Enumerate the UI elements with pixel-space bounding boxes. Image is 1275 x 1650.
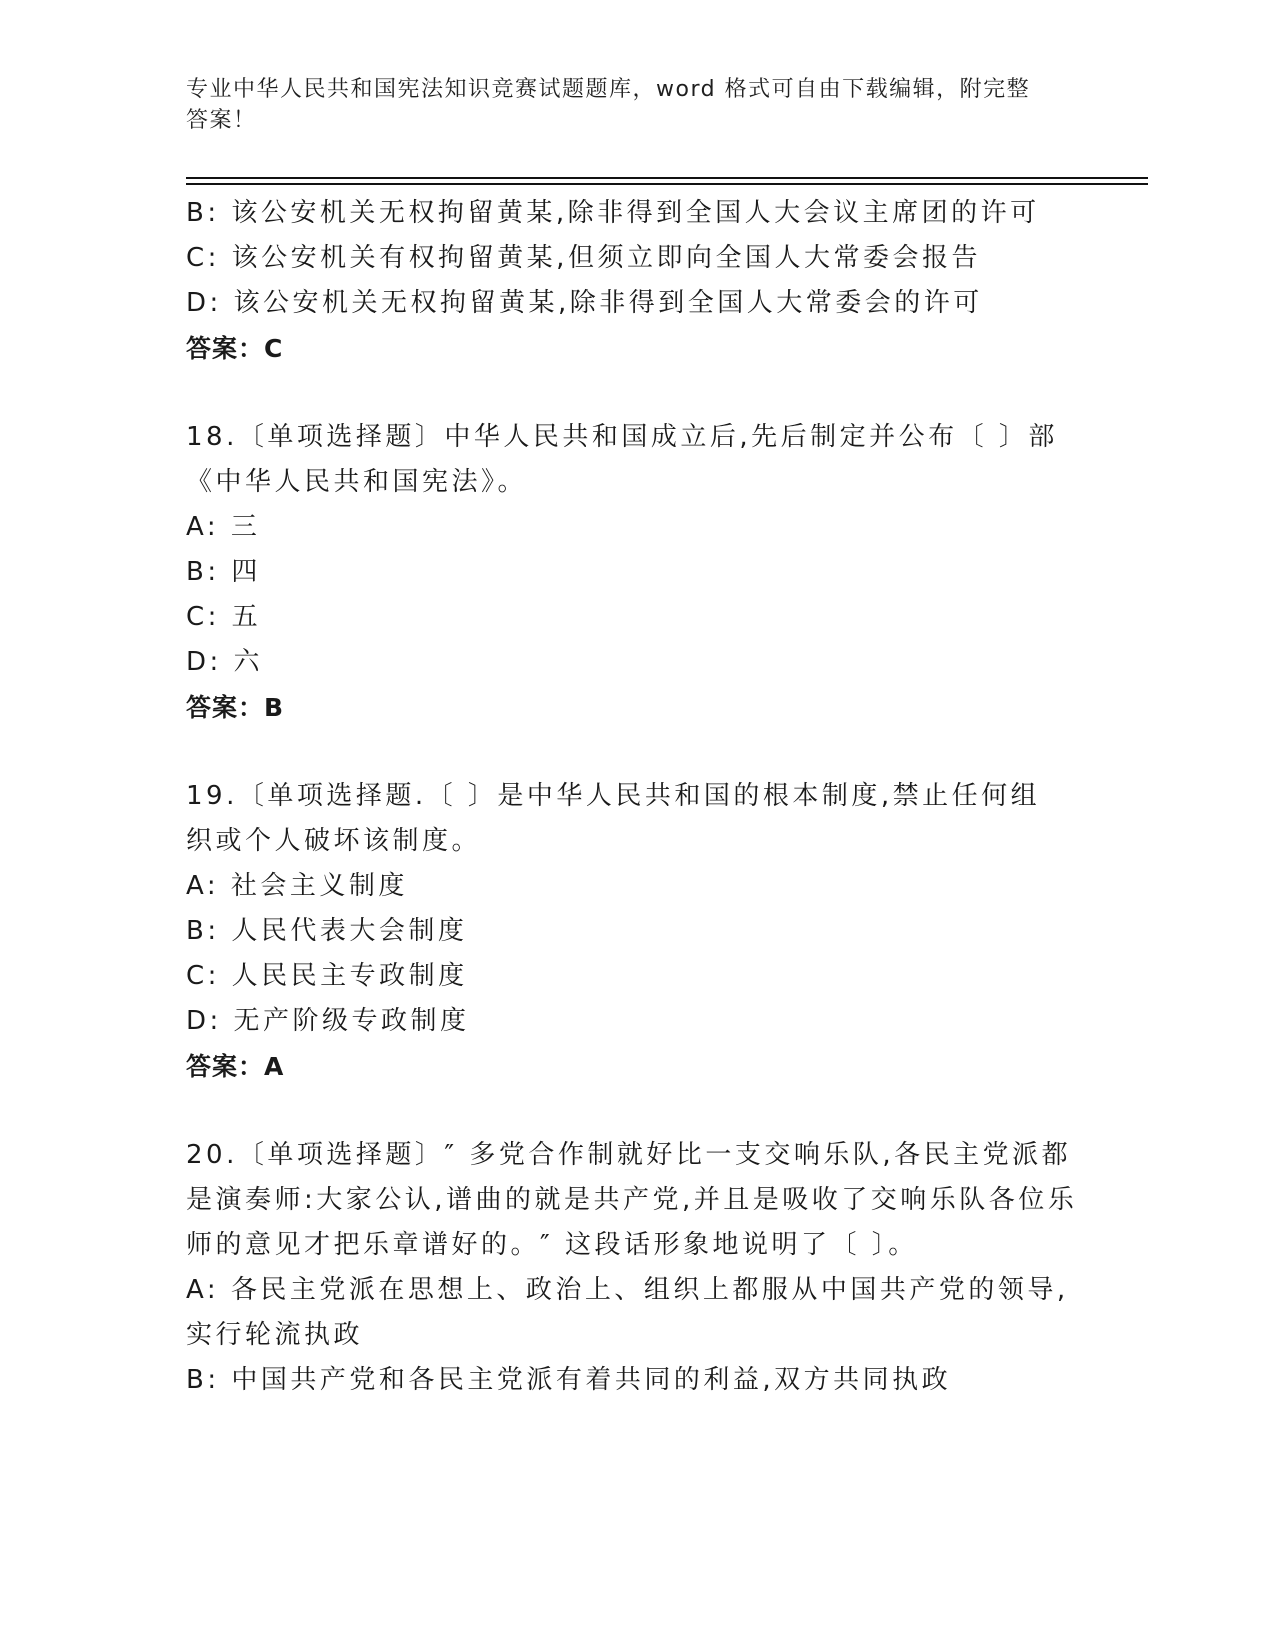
question-stem-cont: 《中华人民共和国宪法》。	[186, 467, 528, 497]
option-a: A: 社会主义制度	[186, 871, 408, 901]
header-rule-bottom	[186, 183, 1148, 185]
option-d: D: 该公安机关无权拘留黄某,除非得到全国人大常委会的许可	[186, 288, 983, 318]
spacer	[186, 1089, 1086, 1133]
option-d: D: 六	[186, 647, 264, 677]
option-d: D: 无产阶级专政制度	[186, 1006, 470, 1036]
option-b: B: 人民代表大会制度	[186, 916, 468, 946]
spacer	[186, 371, 1086, 415]
option-a: A: 三	[186, 512, 261, 542]
question-list	[186, 191, 1086, 1403]
header-rule-top	[186, 177, 1148, 179]
document-header	[186, 74, 1066, 136]
question-stem-cont: 师的意见才把乐章谱好的。″ 这段话形象地说明了〔 〕。	[186, 1230, 918, 1260]
option-b: B: 四	[186, 557, 261, 587]
question-stem: 20.〔单项选择题〕″ 多党合作制就好比一支交响乐队,各民主党派都	[186, 1140, 1072, 1170]
option-c: C: 该公安机关有权拘留黄某,但须立即向全国人大常委会报告	[186, 243, 981, 273]
question-18	[186, 415, 1086, 730]
option-a: A: 各民主党派在思想上、政治上、组织上都服从中国共产党的领导,	[186, 1275, 1069, 1305]
answer: 答案：A	[186, 1052, 285, 1081]
question-stem: 18.〔单项选择题〕中华人民共和国成立后,先后制定并公布〔 〕部	[186, 422, 1058, 452]
header-line-2: 答案！	[186, 108, 257, 133]
question-stem-cont: 是演奏师:大家公认,谱曲的就是共产党,并且是吸收了交响乐队各位乐	[186, 1185, 1078, 1215]
option-a-cont: 实行轮流执政	[186, 1320, 364, 1350]
question-19	[186, 774, 1086, 1089]
question-stem: 19.〔单项选择题.〔 〕是中华人民共和国的根本制度,禁止任何组	[186, 781, 1041, 811]
option-c: C: 五	[186, 602, 262, 632]
answer: 答案：B	[186, 693, 285, 722]
answer: 答案：C	[186, 334, 284, 363]
question-stem-cont: 织或个人破坏该制度。	[186, 826, 482, 856]
spacer	[186, 730, 1086, 774]
option-c: C: 人民民主专政制度	[186, 961, 468, 991]
question-17	[186, 191, 1086, 371]
question-20	[186, 1133, 1086, 1403]
option-b: B: 中国共产党和各民主党派有着共同的利益,双方共同执政	[186, 1365, 952, 1395]
header-line-1: 专业中华人民共和国宪法知识竞赛试题题库，word 格式可自由下载编辑，附完整	[186, 77, 1031, 102]
option-b: B: 该公安机关无权拘留黄某,除非得到全国人大会议主席团的许可	[186, 198, 1040, 228]
